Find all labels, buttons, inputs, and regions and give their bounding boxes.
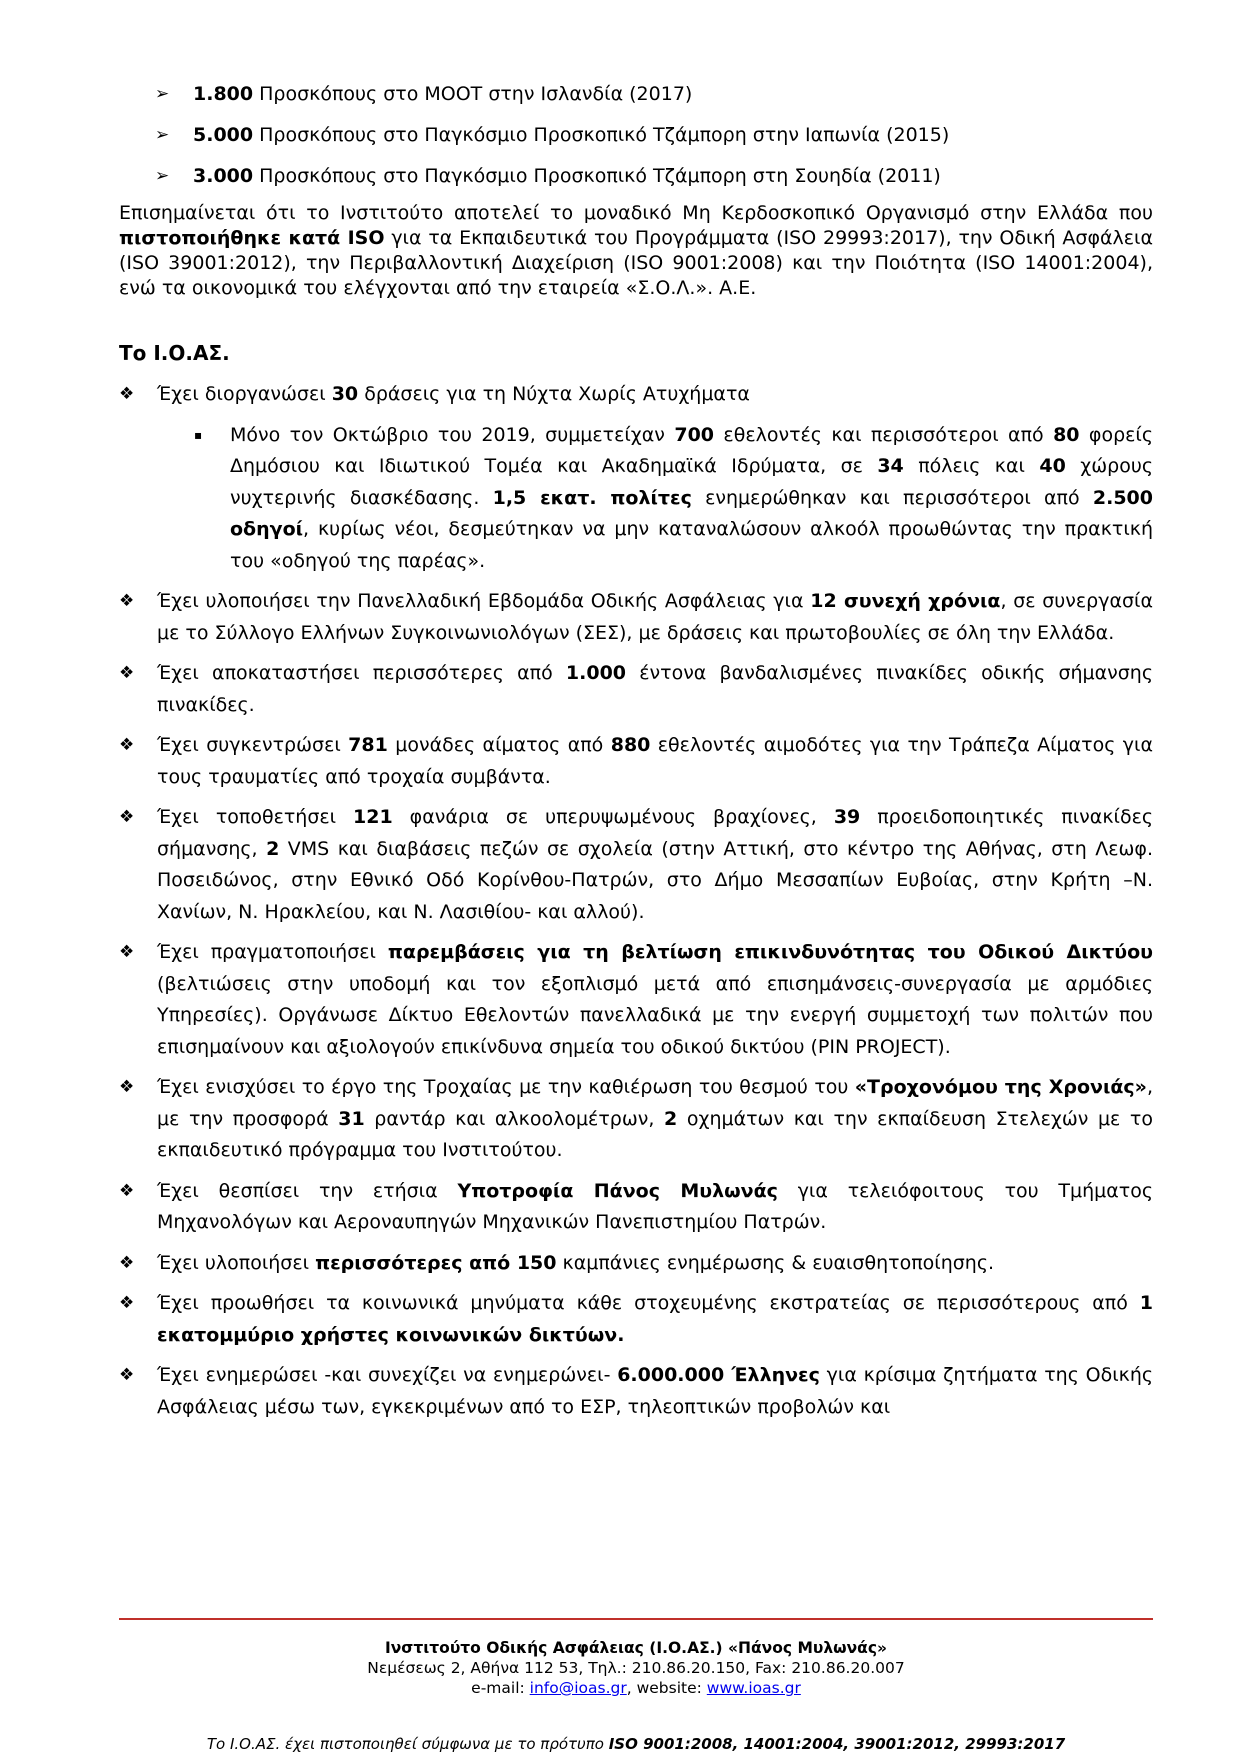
list-item <box>119 160 1153 192</box>
bold-number: 5.000 <box>193 124 254 146</box>
list-item: ❖ Έχει συγκεντρώσει 781 μονάδες αίματος από 880 εθελοντές αιμοδότες για την Τράπεζα Αίματος για τους τραυματίες από τροχαία συμβάντα. <box>119 730 1153 793</box>
diamond-bullet-icon: ❖ <box>119 591 135 611</box>
diamond-bullet-icon: ❖ <box>119 1293 135 1313</box>
list-item: ❖ Έχει πραγματοποιήσει παρεμβάσεις για τη βελτίωση επικινδυνότητας του Οδικού Δικτύου (βελτιώσεις στην υποδομή και τον εξοπλισμό μετά από επισημάνσεις-συνεργασία με αρμόδιες Υπηρεσίες). Οργάνωσε Δίκτυο Εθελοντών πανελλαδικά με την ενεργή συμμετοχή των πολιτών που επισημαίνουν και αξιολογούν επικίνδυνα σημεία του οδικού δικτύου (PIN PROJECT). <box>119 937 1153 1063</box>
list-item: ❖ Έχει διοργανώσει 30 δράσεις για τη Νύχτα Χωρίς Ατυχήματα <box>119 379 1153 411</box>
list-item: ❖ Έχει υλοποιήσει την Πανελλαδική Εβδομάδα Οδικής Ασφάλειας για 12 συνεχή χρόνια, σε συνεργασία με το Σύλλογο Ελλήνων Συγκοινωνιολόγων (ΣΕΣ), με δράσεις και πρωτοβουλίες σε όλη την Ελλάδα. <box>119 586 1153 649</box>
list-item <box>119 78 1153 110</box>
list-item: ❖ Έχει υλοποιήσει περισσότερες από 150 καμπάνιες ενημέρωσης & ευαισθητοποίησης. <box>119 1248 1153 1280</box>
list-item: ❖ Έχει προωθήσει τα κοινωνικά μηνύματα κάθε στοχευμένης εκστρατείας σε περισσότερους από 1 εκατομμύριο χρήστες κοινωνικών δικτύων. <box>119 1288 1153 1351</box>
item-text: Προσκόπους στο Παγκόσμιο Προσκοπικό Τζάμπορη στην Ιαπωνία (2015) <box>253 124 950 146</box>
arrow-bullet-icon: ➢ <box>155 166 170 186</box>
footer-address: Νεμέσεως 2, Αθήνα 112 53, Τηλ.: 210.86.20.150, Fax: 210.86.20.007 <box>367 1659 905 1677</box>
footer-org-name: Ινστιτούτο Οδικής Ασφάλειας (Ι.Ο.ΑΣ.) «Πάνος Μυλωνάς» <box>384 1639 888 1657</box>
document-body <box>119 78 1153 1432</box>
list-item: ❖ Έχει θεσπίσει την ετήσια Υποτροφία Πάνος Μυλωνάς για τελειόφοιτους του Τμήματος Μηχανολόγων και Αεροναυπηγών Μηχανικών Πανεπιστημίου Πατρών. <box>119 1176 1153 1239</box>
website-link[interactable]: www.ioas.gr <box>706 1679 801 1697</box>
sub-list-item: ▪ Μόνο τον Οκτώβριο του 2019, συμμετείχαν 700 εθελοντές και περισσότεροι από 80 φορείς Δημόσιου και Ιδιωτικού Τομέα και Ακαδημαϊκά Ιδρύματα, σε 34 πόλεις και 40 χώρους νυχτερινής διασκέδασης. 1,5 εκατ. πολίτες ενημερώθηκαν και περισσότεροι από 2.500 οδηγοί, κυρίως νέοι, δεσμεύτηκαν να μην καταναλώσουν αλκοόλ προωθώντας την πρακτική του «οδηγού της παρέας». <box>119 420 1153 578</box>
footer-divider <box>119 1618 1153 1620</box>
item-text: Προσκόπους στο Παγκόσμιο Προσκοπικό Τζάμπορη στη Σουηδία (2011) <box>253 165 941 187</box>
item-text: Προσκόπους στο MOOT στην Ισλανδία (2017) <box>253 83 693 105</box>
diamond-bullet-icon: ❖ <box>119 384 135 404</box>
section-title: Το Ι.Ο.ΑΣ. <box>119 341 230 365</box>
diamond-bullet-icon: ❖ <box>119 663 135 683</box>
diamond-bullet-icon: ❖ <box>119 1365 135 1385</box>
diamond-bullet-icon: ❖ <box>119 942 135 962</box>
email-link[interactable]: info@ioas.gr <box>529 1679 627 1697</box>
diamond-bullet-icon: ❖ <box>119 807 135 827</box>
list-item: ❖ Έχει ενημερώσει -και συνεχίζει να ενημερώνει- 6.000.000 Έλληνες για κρίσιμα ζητήματα της Οδικής Ασφάλειας μέσω των, εγκεκριμένων από το ΕΣΡ, τηλεοπτικών προβολών και <box>119 1360 1153 1423</box>
bold-number: 1.800 <box>193 83 254 105</box>
list-item: ❖ Έχει ενισχύσει το έργο της Τροχαίας με την καθιέρωση του θεσμού του «Τροχονόμου της Χρονιάς», με την προσφορά 31 ραντάρ και αλκοολομέτρων, 2 οχημάτων και την εκπαίδευση Στελεχών με το εκπαιδευτικό πρόγραμμα του Ινστιτούτου. <box>119 1072 1153 1167</box>
page-footer <box>119 1626 1153 1754</box>
diamond-bullet-icon: ❖ <box>119 735 135 755</box>
diamond-bullet-icon: ❖ <box>119 1077 135 1097</box>
diamond-bullet-icon: ❖ <box>119 1180 135 1201</box>
list-item <box>119 119 1153 151</box>
footer-certification: Το Ι.Ο.ΑΣ. έχει πιστοποιηθεί σύμφωνα με το πρότυπο ISO 9001:2008, 14001:2004, 39001:2012, 29993:2017 <box>206 1735 1066 1753</box>
intro-paragraph: Επισημαίνεται ότι το Ινστιτούτο αποτελεί το μοναδικό Μη Κερδοσκοπικό Οργανισμό στην Ελλάδα που πιστοποιήθηκε κατά ISO για τα Εκπαιδευτικά του Προγράμματα (ISO 29993:2017), την Οδική Ασφάλεια (ISO 39001:2012), την Περιβαλλοντική Διαχείριση (ISO 9001:2008) και την Ποιότητα (ISO 14001:2004), ενώ τα οικονομικά του ελέγχονται από την εταιρεία «Σ.Ο.Λ.». Α.Ε. <box>119 202 1153 299</box>
diamond-bullet-icon: ❖ <box>119 1252 135 1273</box>
list-item: ❖ Έχει τοποθετήσει 121 φανάρια σε υπερυψωμένους βραχίονες, 39 προειδοποιητικές πινακίδες σήμανσης, 2 VMS και διαβάσεις πεζών σε σχολεία (στην Αττική, στο κέντρο της Αθήνας, στη Λεωφ. Ποσειδώνος, στην Εθνικό Οδό Κορίνθου-Πατρών, στο Δήμο Μεσσαπίων Ευβοίας, στην Κρήτη –Ν. Χανίων, Ν. Ηρακλείου, και Ν. Λασιθίου- και αλλού). <box>119 802 1153 928</box>
arrow-bullet-icon: ➢ <box>155 125 170 145</box>
footer-contact: e-mail: info@ioas.gr, website: www.ioas.gr <box>471 1679 801 1697</box>
bold-number: 3.000 <box>193 165 254 187</box>
square-bullet-icon: ▪ <box>194 427 203 442</box>
list-item: ❖ Έχει αποκαταστήσει περισσότερες από 1.000 έντονα βανδαλισμένες πινακίδες οδικής σήμανσης πινακίδες. <box>119 658 1153 721</box>
arrow-bullet-icon: ➢ <box>155 84 170 104</box>
